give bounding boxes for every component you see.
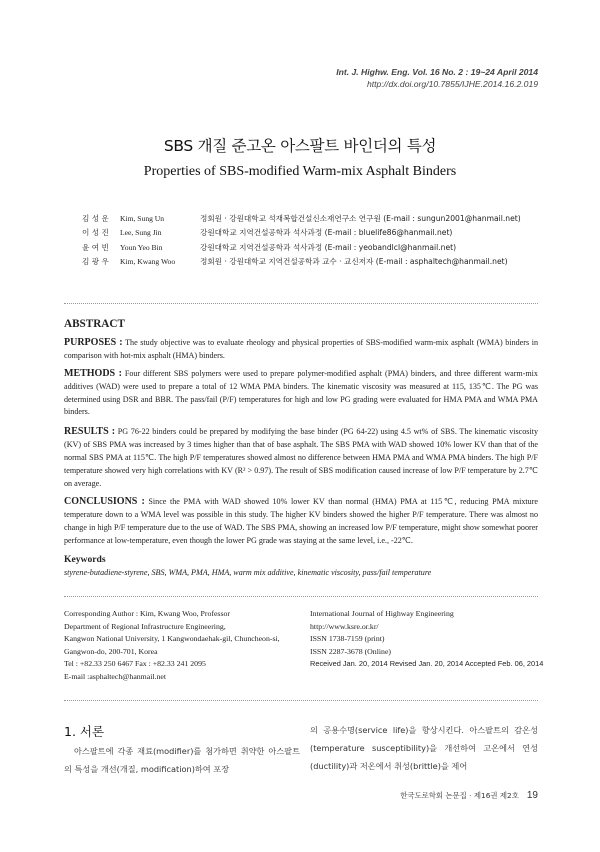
divider: [64, 700, 538, 701]
phone-fax: Tel : +82.33 250 6467 Fax : +82.33 241 2095: [64, 659, 206, 669]
body-column-right: 의 공용수명(service life)을 향상시킨다. 아스팔트의 감온성(temperature susceptibility)을 개선하여 고온에서 연성(ductility)과 저온에서 취성(brittle)을 제어: [310, 725, 538, 771]
keywords-heading: Keywords: [64, 553, 106, 565]
region-address: Gangwon-do, 200-701, Korea: [64, 646, 158, 656]
issn-online: ISSN 2287-3678 (Online): [310, 646, 391, 656]
author-english-name: Kim, Kwang Woo: [120, 256, 176, 266]
author-korean-name: 김 광 우: [82, 256, 109, 266]
author-korean-name: 김 성 운: [82, 214, 109, 223]
abstract-section: [64, 318, 538, 580]
author-affiliation: 정회원 · 강원대학교 지역건설공학과 교수 · 교신저자 (E-mail : asphaltech@hanmail.net): [200, 256, 508, 266]
journal-info-block: [310, 608, 543, 671]
divider: [64, 596, 538, 597]
author-affiliation: 강원대학교 지역건설공학과 석사과정 (E-mail : bluelife86@hanmail.net): [200, 228, 453, 238]
results-text: PG 76-22 binders could be prepared by modifying the base binder (PG 64-22) using 4.5 wt% of SBS. The kinematic viscosity (KV) of SBS PMA was increased by 3 times higher than that of base asphalt. The SBS PMA with WAD showed 10% lower KV than that of the normal SBS PMA at 115℃. The high P/F temperatures showed almost no difference between HMA PMA and WMA PMA binders. The high P/F temperature showed very high correlations with KV (R² > 0.97). The result of SBS modification caused increase of low P/F temperature by 2.7℃ on average.: [64, 427, 538, 488]
corresponding-author: Corresponding Author : Kim, Kwang Woo, Professor: [64, 609, 230, 618]
author-list: [82, 212, 521, 269]
conclusions-text: Since the PMA with WAD showed 10% lower KV than normal (HMA) PMA at 115℃, reducing PMA mixture temperature down to a WMA level was possible in this study. The higher KV binders showed the higher P/F temperature. There was almost no change in high P/F temperature due to the use of WAD. The SBS PMA, showing an increased low P/F temperature, might show somewhat poorer performance at low-temperature, even though the lower PG grade was staying at the same level, i.e., -22℃.: [64, 496, 538, 545]
author-row: [82, 226, 521, 240]
received-dates: Received Jan. 20, 2014 Revised Jan. 20, 2014 Accepted Feb. 06, 2014: [310, 659, 544, 669]
journal-website[interactable]: http://www.ksre.or.kr/: [310, 621, 379, 631]
body-column-left: 아스팔트에 각종 재료(modifier)를 첨가하면 취약한 아스팔트의 특성을 개선(개질, modification)하여 포장: [64, 746, 300, 774]
author-english-name: Kim, Sung Un: [120, 214, 165, 223]
doi-link[interactable]: http://dx.doi.org/10.7855/IJHE.2014.16.2.019: [366, 79, 538, 89]
abstract-conclusions: [64, 496, 538, 548]
page-footer: [400, 790, 538, 801]
abstract-results: [64, 426, 538, 491]
section-heading: 1. 서론: [64, 724, 105, 739]
journal-volume-line: Int. J. Highw. Eng. Vol. 16 No. 2 : 19~24 April 2014: [336, 67, 538, 77]
corresponding-author-block: [64, 608, 280, 684]
paper-title-korean: SBS 개질 준고온 아스팔트 바인더의 특성: [163, 137, 437, 155]
author-english-name: Youn Yeo Bin: [120, 242, 163, 252]
author-row: [82, 212, 521, 226]
methods-label: METHODS :: [64, 367, 122, 379]
keywords-text: styrene-butadiene-styrene, SBS, WMA, PMA, HMA, warm mix additive, kinematic viscosity, pass/fail temperature: [64, 568, 432, 578]
journal-name: International Journal of Highway Engineering: [310, 609, 454, 618]
university-address: Kangwon National University, 1 Kangwondaehak-gil, Chuncheon-si,: [64, 634, 280, 644]
footer-journal: 한국도로학회 논문집 · 제16권 제2호: [400, 791, 519, 800]
author-affiliation: 정회원 · 강원대학교 석재복합건설신소재연구소 연구원 (E-mail : sungun2001@hanmail.net): [200, 214, 521, 223]
results-label: RESULTS :: [64, 426, 116, 438]
issn-print: ISSN 1738-7159 (print): [310, 634, 385, 644]
methods-text: Four different SBS polymers were used to prepare polymer-modified asphalt (PMA) binders, and three different warm-mix additives (WAD) were used to prepare a total of 12 WMA PMA binders. The kinematic viscosity was measured at 115, 135℃. The PG was determined using DSR and BBR. The pass/fail (P/F) temperatures for high and low PG grading were evaluated for HMA PMA and WMA PMA binders.: [64, 368, 538, 417]
abstract-methods: [64, 368, 538, 420]
abstract-heading: ABSTRACT: [64, 318, 125, 330]
page-number: 19: [526, 790, 538, 801]
purposes-text: The study objective was to evaluate rheology and physical properties of SBS-modified warm-mix asphalt (WMA) binders in comparison with hot-mix asphalt (HMA) binders.: [64, 337, 538, 360]
department: Department of Regional Infrastructure Engineering,: [64, 621, 226, 631]
divider: [64, 303, 538, 304]
abstract-purposes: [64, 337, 538, 363]
paper-title-english: Properties of SBS-modified Warm-mix Asphalt Binders: [143, 164, 457, 179]
journal-citation: [336, 66, 538, 90]
author-row: [82, 255, 521, 269]
author-korean-name: 이 성 진: [82, 228, 109, 238]
author-english-name: Lee, Sung Jin: [120, 228, 162, 238]
corresponding-email[interactable]: E-mail :asphaltech@hanmail.net: [64, 671, 167, 681]
conclusions-label: CONCLUSIONS :: [64, 495, 145, 507]
author-korean-name: 윤 여 빈: [82, 242, 109, 252]
author-row: [82, 241, 521, 255]
author-affiliation: 강원대학교 지역건설공학과 석사과정 (E-mail : yeobandlcl@hanmail.net): [200, 242, 457, 252]
purposes-label: PURPOSES :: [64, 336, 123, 348]
